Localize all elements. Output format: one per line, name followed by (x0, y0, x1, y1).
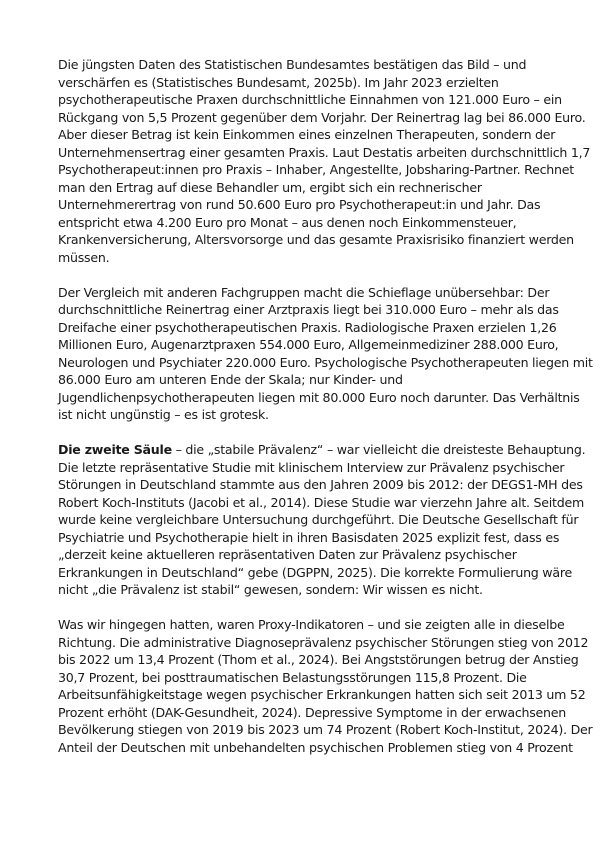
text-line: Prozent erhöht (DAK-Gesundheit, 2024). Depressive Symptome in der erwachsenen (58, 704, 567, 720)
text-line: nicht „die Prävalenz ist stabil“ gewesen, sondern: Wir wissen es nicht. (58, 582, 483, 597)
text-line: Der Vergleich mit anderen Fachgruppen macht die Schieflage unübersehbar: Der (58, 284, 550, 300)
text-line: Unternehmerertrag von rund 50.600 Euro pro Psychotherapeut:in und Jahr. Das (58, 197, 541, 212)
text-line: Jugendlichenpsychotherapeuten liegen mit 80.000 Euro noch darunter. Das Verhältnis (58, 389, 580, 405)
text-line: Unternehmensertrag einer gesamten Praxis. Laut Destatis arbeiten durchschnittlich 1,7 (58, 144, 591, 160)
text-line: „derzeit keine aktuelleren repräsentativen Daten zur Prävalenz psychischer (58, 547, 517, 562)
lead-heading: Die zweite Säule (58, 442, 172, 457)
text-line: Anteil der Deutschen mit unbehandelten psychischen Problemen stieg von 4 Prozent (58, 739, 573, 755)
text-line: Psychotherapeut:innen pro Praxis – Inhaber, Angestellte, Jobsharing-Partner. Rechnet (58, 162, 574, 177)
text-line: Neurologen und Psychiater 220.000 Euro. Psychologische Psychotherapeuten liegen mit (58, 354, 593, 370)
text-line: Erkrankungen in Deutschland“ gebe (DGPPN, 2025). Die korrekte Formulierung wäre (58, 564, 572, 580)
paragraph-income-data (58, 56, 591, 266)
document-page (58, 56, 593, 774)
text-line (58, 441, 586, 459)
text-line: Arbeitsunfähigkeitstage wegen psychischer Erkrankungen hatten sich seit 2013 um 52 (58, 687, 586, 702)
paragraph-comparison (58, 284, 593, 424)
text-line: Krankenversicherung, Altersvorsorge und das gesamte Praxisrisiko finanziert werden (58, 232, 574, 247)
text-line: durchschnittliche Reinertrag einer Arztpraxis liegt bei 310.000 Euro – mehr als das (58, 302, 559, 317)
text-line: Dreifache einer psychotherapeutischen Praxis. Radiologische Praxen erzielen 1,26 (58, 319, 557, 335)
text-line: müssen. (58, 249, 110, 265)
text-line: Robert Koch-Instituts (Jacobi et al., 2014). Diese Studie war vierzehn Jahre alt. Seitdem (58, 494, 584, 510)
lead-rest: – die „stabile Prävalenz“ – war vielleicht die dreisteste Behauptung. (171, 442, 586, 457)
text-line: 30,7 Prozent, bei posttraumatischen Belastungsstörungen 115,8 Prozent. Die (58, 669, 527, 685)
paragraph-proxy-indicators (58, 616, 593, 756)
text-line: Die letzte repräsentative Studie mit klinischem Interview zur Prävalenz psychischer (58, 459, 565, 475)
text-line: ist nicht ungünstig – es ist grotesk. (58, 407, 269, 422)
text-line: psychotherapeutische Praxen durchschnittliche Einnahmen von 121.000 Euro – ein (58, 92, 562, 107)
text-line: verschärfen es (Statistisches Bundesamt, 2025b). Im Jahr 2023 erzielten (58, 74, 499, 90)
text-line: Störungen in Deutschland stammte aus den Jahren 2009 bis 2012: der DEGS1-MH des (58, 477, 583, 492)
text-line: Millionen Euro, Augenarztpraxen 554.000 Euro, Allgemeinmediziner 288.000 Euro, (58, 337, 559, 352)
text-line: man den Ertrag auf diese Behandler um, ergibt sich ein rechnerischer (58, 179, 482, 195)
text-line: Was wir hingegen hatten, waren Proxy-Indikatoren – und sie zeigten alle in dieselbe (58, 617, 565, 632)
text-line: Psychiatrie und Psychotherapie hielt in ihren Basisdaten 2025 explizit fest, dass es (58, 529, 560, 545)
text-line: 86.000 Euro am unteren Ende der Skala; nur Kinder- und (58, 372, 403, 387)
paragraph-second-pillar (58, 441, 586, 599)
text-line: Die jüngsten Daten des Statistischen Bundesamtes bestätigen das Bild – und (58, 57, 527, 72)
text-line: wurde keine vergleichbare Untersuchung durchgeführt. Die Deutsche Gesellschaft für (58, 512, 579, 527)
text-line: Bevölkerung stiegen von 2019 bis 2023 um 74 Prozent (Robert Koch-Institut, 2024). Der (58, 722, 593, 737)
text-line: Aber dieser Betrag ist kein Einkommen eines einzelnen Therapeuten, sondern der (58, 127, 556, 142)
text-line: Richtung. Die administrative Diagnoseprävalenz psychischer Störungen stieg von 2012 (58, 634, 589, 650)
text-line: entspricht etwa 4.200 Euro pro Monat – aus denen noch Einkommensteuer, (58, 214, 517, 230)
text-line: Rückgang von 5,5 Prozent gegenüber dem Vorjahr. Der Reinertrag lag bei 86.000 Euro. (58, 109, 586, 125)
text-line: bis 2022 um 13,4 Prozent (Thom et al., 2024). Bei Angststörungen betrug der Anstieg (58, 652, 579, 667)
